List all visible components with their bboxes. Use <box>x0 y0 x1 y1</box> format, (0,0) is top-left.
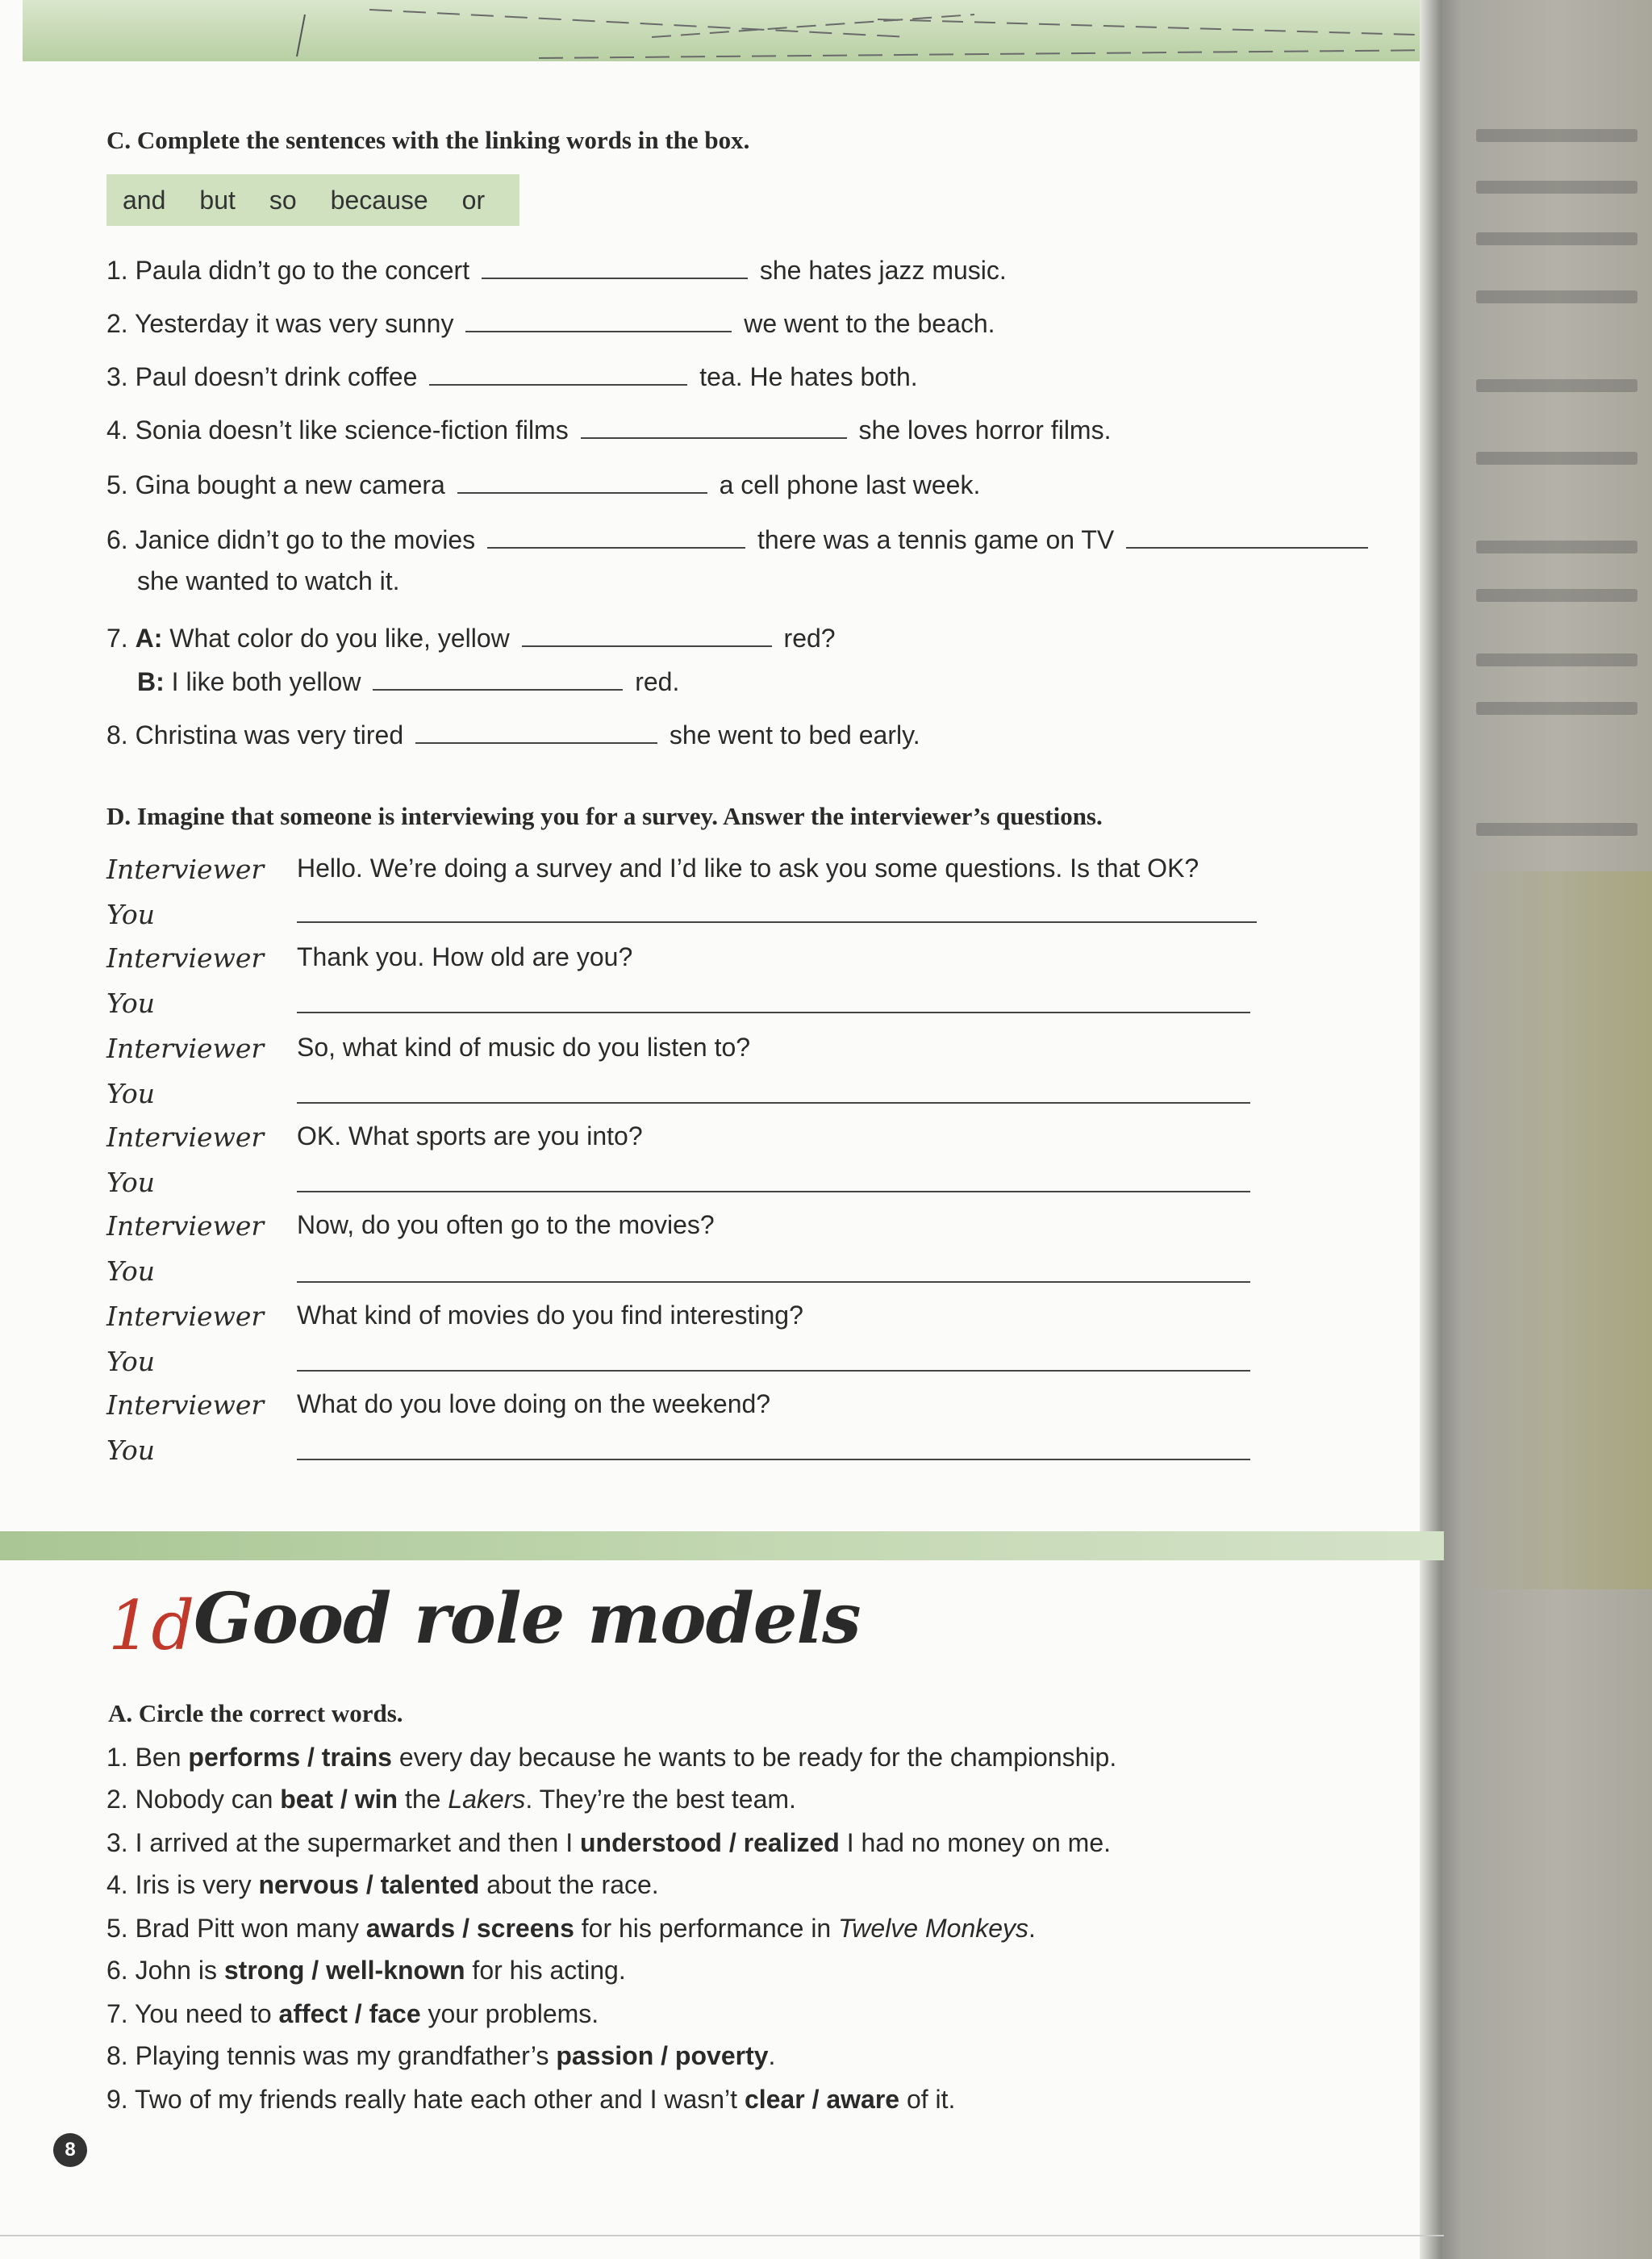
exercise-c-item-1 <box>106 253 1007 286</box>
item-text-after: she hates jazz music. <box>759 256 1007 285</box>
item-text-after: red? <box>783 624 836 653</box>
linking-words-box <box>106 174 519 226</box>
answer-blank[interactable] <box>581 413 847 439</box>
item-text-after: for his performance in <box>581 1914 832 1943</box>
item-number: 3. <box>106 1828 128 1857</box>
answer-blank[interactable] <box>415 718 657 744</box>
answer-blank[interactable] <box>457 468 707 494</box>
item-text-before: What color do you like, yellow <box>169 624 510 653</box>
lesson-title: Good role models <box>194 1578 861 1660</box>
word-choice[interactable]: passion / poverty <box>556 2041 769 2070</box>
you-label: You <box>106 988 156 1019</box>
item-text-before: Janice didn’t go to the movies <box>135 525 476 554</box>
item-text-after: your problems. <box>428 1999 599 2028</box>
interviewer-label: Interviewer <box>106 942 265 974</box>
spine-blur-line <box>1476 541 1637 553</box>
word-choice[interactable]: nervous / talented <box>258 1870 480 1899</box>
item-number: 2. <box>106 1785 128 1814</box>
box-word: and <box>123 185 166 215</box>
item-number: 1. <box>106 1743 128 1772</box>
item-text-before: I arrived at the supermarket and then I <box>135 1828 574 1857</box>
item-text-before: Gina bought a new camera <box>135 470 445 499</box>
item-text-before: Sonia doesn’t like science-fiction films <box>135 415 569 445</box>
spine-blur-line <box>1476 702 1637 715</box>
you-label: You <box>106 899 156 930</box>
item-number: 6. <box>106 525 128 554</box>
interviewer-label: Interviewer <box>106 1301 265 1332</box>
item-number: 7. <box>106 1999 128 2028</box>
word-choice[interactable]: affect / face <box>278 1999 421 2028</box>
item-text-after: of it. <box>906 2085 956 2114</box>
exercise-c-item-2 <box>106 307 995 339</box>
interview-question-5: Now, do you often go to the movies? <box>297 1210 715 1239</box>
item-text-after: tea. He hates both. <box>699 362 918 391</box>
item-text-after: for his acting. <box>472 1956 626 1985</box>
item-number: 4. <box>106 415 128 445</box>
circle-item-5 <box>106 1914 1036 1944</box>
spine-blur-line <box>1476 589 1637 602</box>
answer-line-6[interactable] <box>297 1370 1250 1372</box>
item-text-after: we went to the beach. <box>744 309 995 338</box>
answer-blank[interactable] <box>487 523 745 549</box>
film-title: Twelve Monkeys <box>838 1914 1029 1943</box>
answer-line-2[interactable] <box>297 1012 1250 1013</box>
interviewer-label: Interviewer <box>106 854 265 885</box>
exercise-a-heading: A. Circle the correct words. <box>108 1699 403 1727</box>
book-spine-tint <box>1460 871 1652 1589</box>
item-text-before: Nobody can <box>135 1785 273 1814</box>
item-number: 3. <box>106 362 128 391</box>
item-number: 7. <box>106 624 128 653</box>
interview-question-7: What do you love doing on the weekend? <box>297 1389 771 1418</box>
you-label: You <box>106 1346 156 1377</box>
item-text-end: . They’re the best team. <box>525 1785 796 1814</box>
exercise-c-item-6 <box>106 523 1373 555</box>
spine-blur-line <box>1476 653 1637 666</box>
spine-blur-line <box>1476 232 1637 245</box>
answer-line-1[interactable] <box>297 921 1257 923</box>
circle-item-7 <box>106 1999 599 2029</box>
item-text-before: Brad Pitt won many <box>135 1914 360 1943</box>
dashed-lines-decoration <box>23 0 1442 61</box>
spine-blur-line <box>1476 290 1637 303</box>
spine-blur-line <box>1476 823 1637 836</box>
circle-item-3 <box>106 1828 1111 1858</box>
answer-blank[interactable] <box>522 621 772 647</box>
box-word: so <box>269 185 297 215</box>
interviewer-label: Interviewer <box>106 1121 265 1153</box>
word-choice[interactable]: understood / realized <box>579 1828 840 1857</box>
you-label: You <box>106 1078 156 1109</box>
spine-blur-line <box>1476 452 1637 465</box>
interview-question-2: Thank you. How old are you? <box>297 942 633 971</box>
item-number: 5. <box>106 1914 128 1943</box>
exercise-c-item-5 <box>106 468 980 500</box>
exercise-c-item-7a <box>106 621 836 653</box>
answer-blank[interactable] <box>1126 523 1368 549</box>
item-number: 4. <box>106 1870 128 1899</box>
you-label: You <box>106 1434 156 1466</box>
item-text-after: she loves horror films. <box>858 415 1112 445</box>
interview-question-4: OK. What sports are you into? <box>297 1121 643 1150</box>
item-text-before: You need to <box>135 1999 272 2028</box>
circle-item-6 <box>106 1956 626 1985</box>
item-text-after: . <box>768 2041 776 2070</box>
item-number: 5. <box>106 470 128 499</box>
answer-blank[interactable] <box>482 253 748 279</box>
item-text-after: every day because he wants to be ready for the championship. <box>398 1743 1117 1772</box>
section-d-heading: D. Imagine that someone is interviewing you for a survey. Answer the interviewer’s questions. <box>106 802 1103 830</box>
word-choice[interactable]: clear / aware <box>744 2085 900 2114</box>
item-text-before: John is <box>135 1956 217 1985</box>
item-text-before: Iris is very <box>135 1870 252 1899</box>
circle-item-1 <box>106 1743 1116 1773</box>
section-divider-band <box>0 1531 1444 1560</box>
answer-line-4[interactable] <box>297 1191 1250 1192</box>
item-number: 9. <box>106 2085 128 2114</box>
item-text-before: Two of my friends really hate each other and I wasn’t <box>135 2085 738 2114</box>
team-name: Lakers <box>448 1785 526 1814</box>
item-text-before: Paul doesn’t drink coffee <box>135 362 418 391</box>
circle-item-2 <box>106 1785 796 1814</box>
you-label: You <box>106 1255 156 1287</box>
box-word: because <box>330 185 428 215</box>
page-number-badge: 8 <box>53 2133 87 2167</box>
page-bottom-edge <box>0 2235 1444 2236</box>
circle-item-8 <box>106 2041 775 2071</box>
word-choice[interactable]: awards / screens <box>365 1914 574 1943</box>
you-label: You <box>106 1167 156 1198</box>
circle-item-4 <box>106 1870 659 1900</box>
item-text-before: Yesterday it was very sunny <box>135 309 454 338</box>
answer-blank[interactable] <box>429 360 687 386</box>
exercise-c-item-7b <box>137 665 679 697</box>
exercise-c-item-8 <box>106 718 920 750</box>
interview-question-1: Hello. We’re doing a survey and I’d like to ask you some questions. Is that OK? <box>297 854 1199 883</box>
item-text-after: about the race. <box>486 1870 659 1899</box>
item-number: 2. <box>106 309 128 338</box>
interviewer-label: Interviewer <box>106 1389 265 1421</box>
answer-line-7[interactable] <box>297 1459 1250 1460</box>
item-text-middle: there was a tennis game on TV <box>757 525 1115 554</box>
item-number: 8. <box>106 720 128 750</box>
top-decorative-band <box>23 0 1442 61</box>
item-text-before: Ben <box>135 1743 181 1772</box>
word-choice[interactable]: strong / well-known <box>223 1956 465 1985</box>
lesson-number: 1d <box>108 1586 195 1665</box>
speaker-a-label: A: <box>135 624 163 653</box>
answer-line-5[interactable] <box>297 1281 1250 1283</box>
item-text-after: she went to bed early. <box>669 720 920 750</box>
item-number: 8. <box>106 2041 128 2070</box>
circle-item-9 <box>106 2085 955 2115</box>
item-text-before: Playing tennis was my grandfather’s <box>135 2041 549 2070</box>
exercise-c-item-6-continued: she wanted to watch it. <box>137 566 400 595</box>
speaker-b-label: B: <box>137 667 165 696</box>
spine-blur-line <box>1476 379 1637 392</box>
spine-blur-line <box>1476 181 1637 194</box>
item-text-after: red. <box>635 667 680 696</box>
item-number: 6. <box>106 1956 128 1985</box>
box-word: or <box>461 185 486 215</box>
spine-blur-line <box>1476 129 1637 142</box>
interview-question-3: So, what kind of music do you listen to? <box>297 1033 751 1062</box>
answer-line-3[interactable] <box>297 1102 1250 1104</box>
item-text-after: the <box>404 1785 441 1814</box>
item-text-before: Paula didn’t go to the concert <box>135 256 470 285</box>
answer-blank[interactable] <box>465 307 732 332</box>
box-word: but <box>199 185 236 215</box>
exercise-c-item-3 <box>106 360 918 392</box>
item-number: 1. <box>106 256 128 285</box>
word-choice[interactable]: beat / win <box>280 1785 398 1814</box>
answer-blank[interactable] <box>373 665 623 691</box>
item-text-before: I like both yellow <box>171 667 361 696</box>
item-text-after: I had no money on me. <box>846 1828 1112 1857</box>
item-text-after: a cell phone last week. <box>719 470 981 499</box>
item-text-before: Christina was very tired <box>135 720 404 750</box>
interviewer-label: Interviewer <box>106 1033 265 1064</box>
item-text-end: . <box>1028 1914 1036 1943</box>
exercise-c-item-4 <box>106 413 1111 445</box>
interviewer-label: Interviewer <box>106 1210 265 1242</box>
section-c-heading: C. Complete the sentences with the linking words in the box. <box>106 126 750 154</box>
word-choice[interactable]: performs / trains <box>188 1743 392 1772</box>
interview-question-6: What kind of movies do you find interesting? <box>297 1301 803 1330</box>
